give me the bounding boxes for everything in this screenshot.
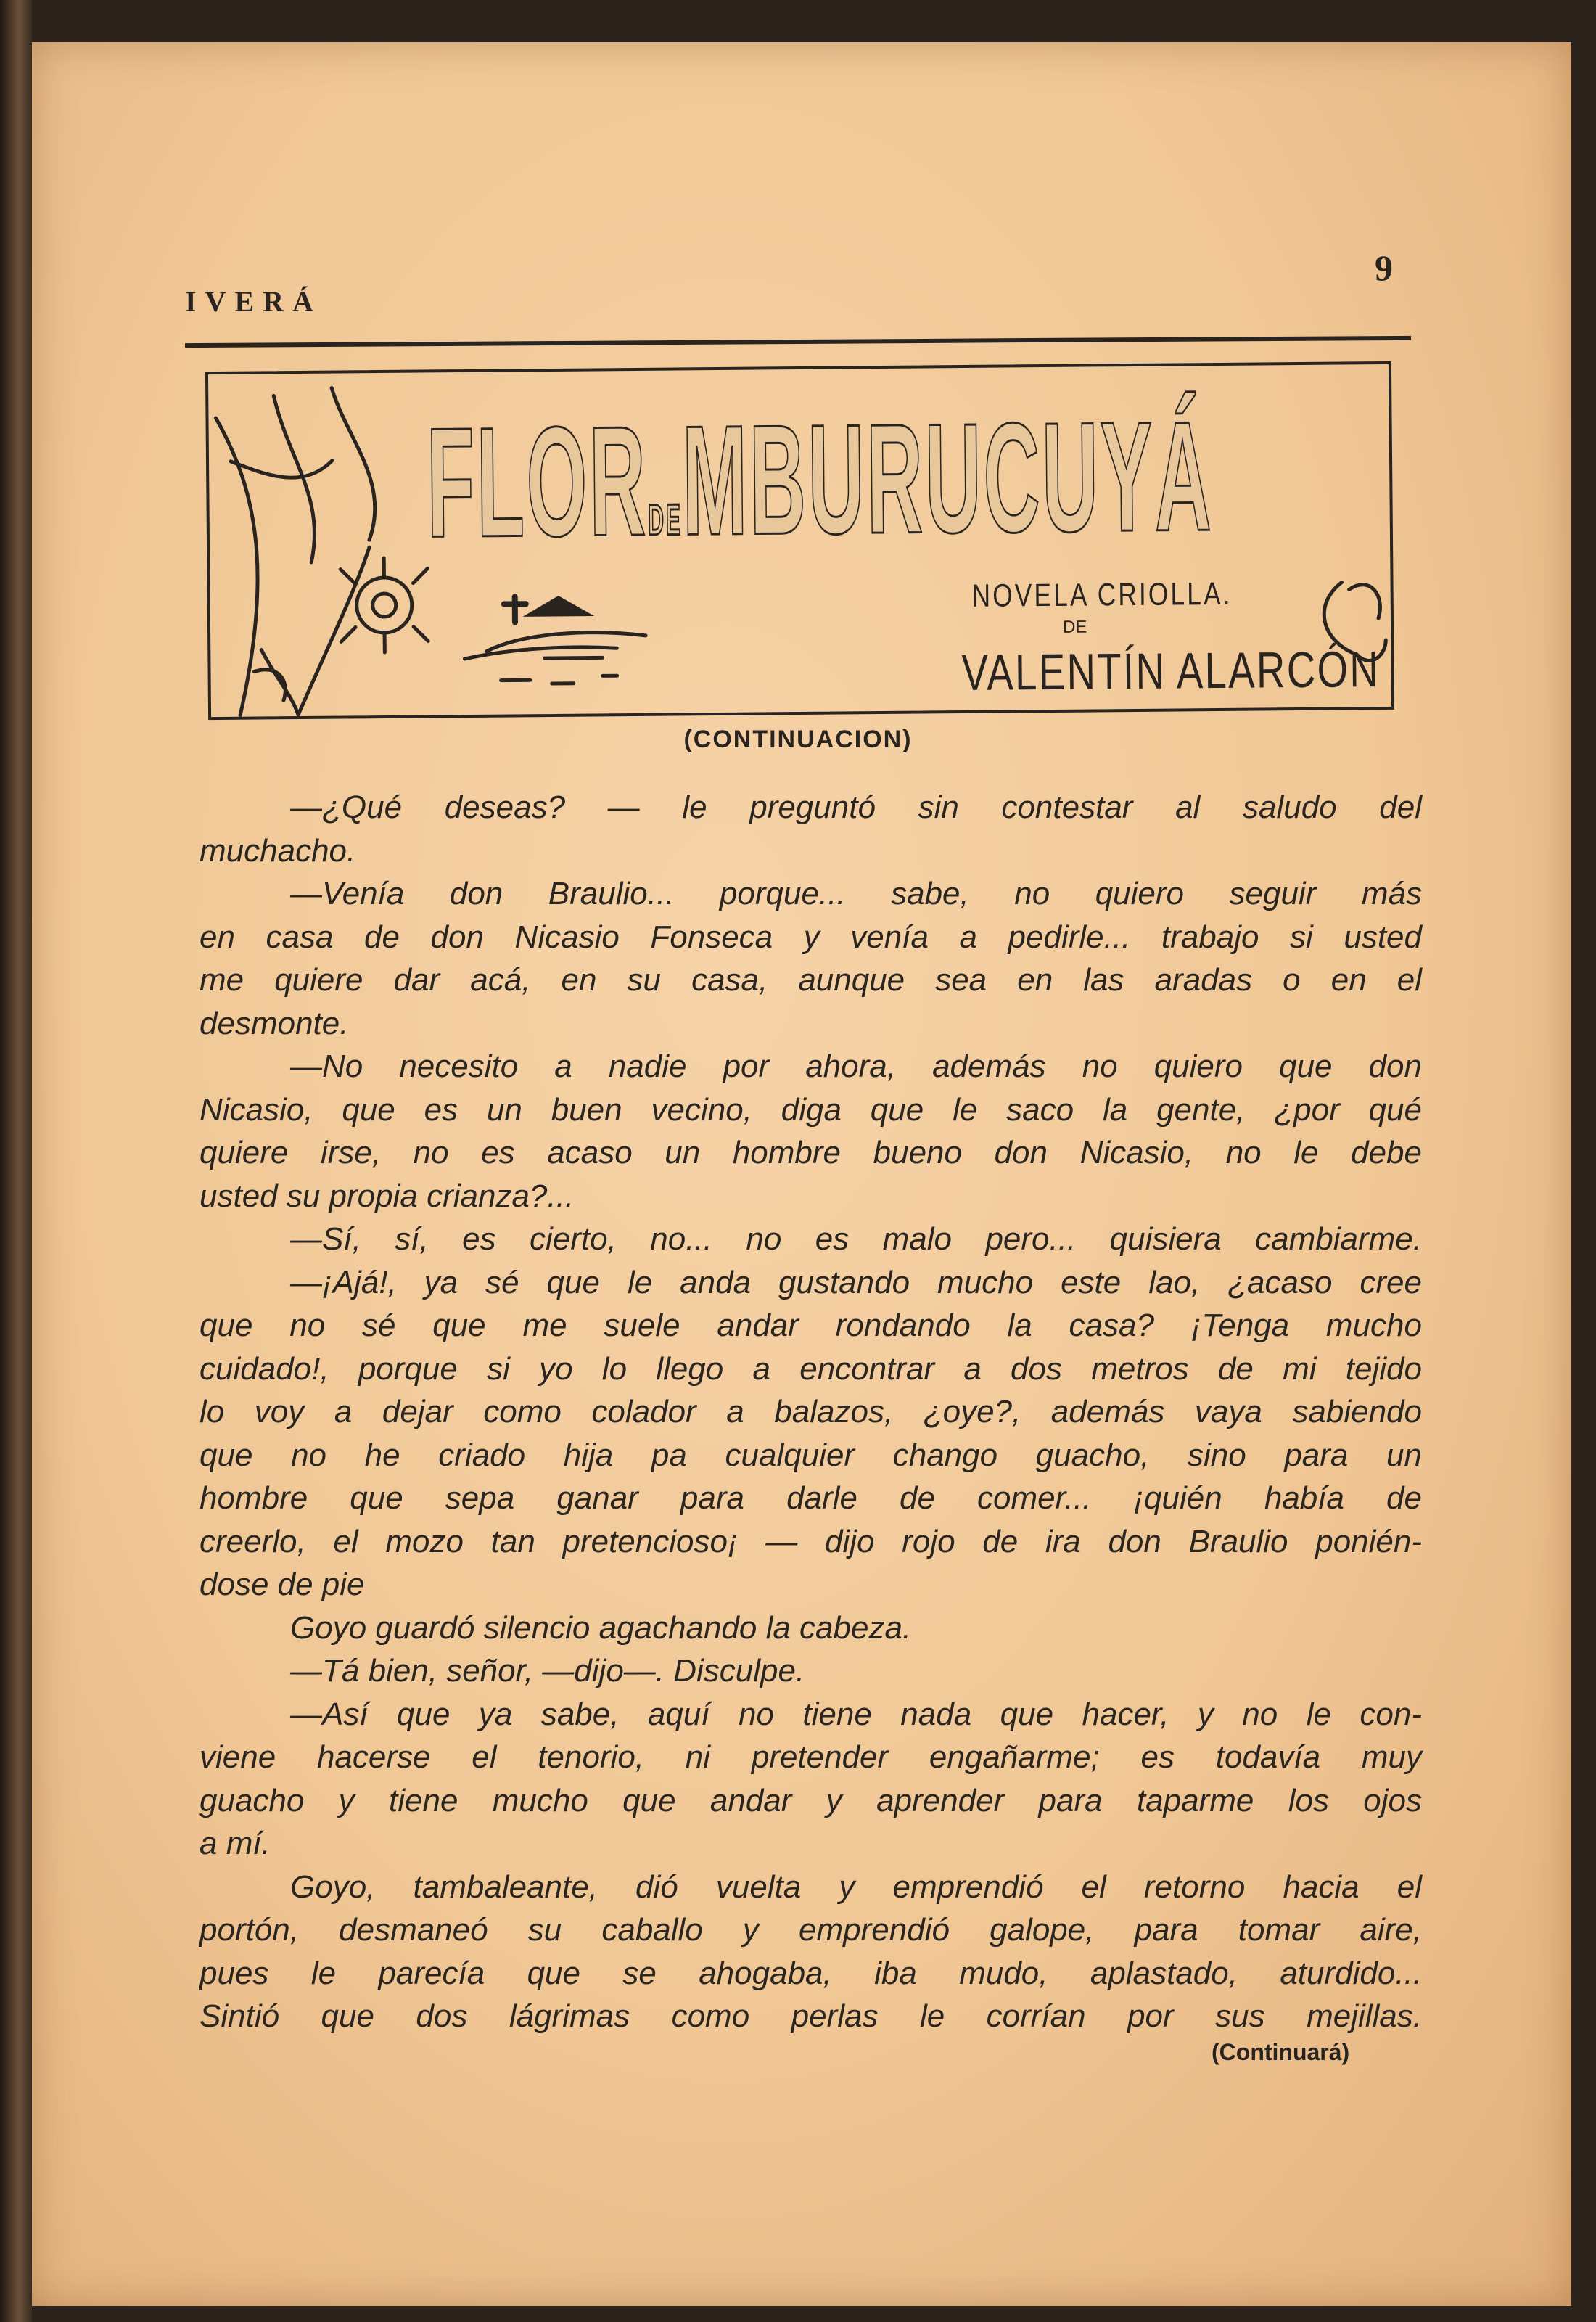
text-line: Nicasio, que es un buen vecino, diga que le saco la gente, ¿por qué: [200, 1091, 1422, 1128]
text-line: Goyo, tambaleante, dió vuelta y emprendió el retorno hacia el: [290, 1868, 1422, 1905]
text-line: lo voy a dejar como colador a balazos, ¿oye?, además vaya sabiendo: [200, 1394, 1422, 1429]
title-word-de: DE: [648, 495, 683, 544]
title-word-mburucuya: MBURUCUYÁ: [681, 388, 1214, 568]
text-line: —¿Qué deseas? — le preguntó sin contestar al saludo del: [290, 789, 1422, 825]
book-spine: [0, 0, 32, 2322]
text-line: que no sé que me suele andar rondando la casa? ¡Tenga mucho: [200, 1308, 1422, 1343]
text-line: a mí.: [200, 1826, 271, 1861]
banner-subtitle: NOVELA CRIOLLA.: [971, 575, 1233, 614]
text-line: —Así que ya sabe, aquí no tiene nada que hacer, y no le con-: [290, 1696, 1422, 1732]
text-line: —Tá bien, señor, —dijo—. Disculpe.: [290, 1653, 805, 1689]
to-be-continued: (Continuará): [1212, 2039, 1350, 2065]
text-line: guacho y tiene mucho que andar y aprender para taparme los ojos: [200, 1782, 1422, 1818]
banner-by: DE: [1062, 617, 1087, 637]
text-line: pues le parecía que se ahogaba, iba mudo, aplastado, aturdido...: [200, 1955, 1422, 1991]
text-line: muchacho.: [200, 832, 356, 869]
page-number: 9: [1375, 247, 1393, 288]
text-line: me quiere dar acá, en su casa, aunque sea en las aradas o en el: [200, 962, 1422, 998]
text-line: —No necesito a nadie por ahora, además no quiero que don: [290, 1049, 1422, 1084]
banner-title: [426, 386, 1214, 573]
banner-author: VALENTÍN ALARCÓN: [961, 641, 1381, 702]
title-banner: [205, 361, 1394, 720]
text-line: hombre que sepa ganar para darle de comer... ¡quién había de: [200, 1480, 1422, 1516]
text-line: creerlo, el mozo tan pretencioso¡ — dijo rojo de ira don Braulio ponién-: [200, 1523, 1422, 1559]
title-word-flor: FLOR: [426, 393, 649, 570]
text-line: en casa de don Nicasio Fonseca y venía a pedirle... trabajo si usted: [200, 919, 1422, 955]
publication-title: IVERÁ: [185, 285, 322, 318]
text-line: Sintió que dos lágrimas como perlas le corrían por sus mejillas.: [200, 1998, 1422, 2034]
text-line: cuidado!, porque si yo lo llego a encontrar a dos metros de mi tejido: [200, 1350, 1422, 1387]
text-line: dose de pie: [200, 1567, 365, 1602]
text-line: que no he criado hija pa cualquier chango guacho, sino para un: [200, 1437, 1422, 1473]
text-line: quiere irse, no es acaso un hombre bueno don Nicasio, no le debe: [200, 1135, 1422, 1170]
text-line: —Sí, sí, es cierto, no... no es malo pero... quisiera cambiarme.: [290, 1221, 1422, 1257]
text-line: desmonte.: [200, 1005, 349, 1041]
text-line: viene hacerse el tenorio, ni pretender engañarme; es todavía muy: [200, 1739, 1422, 1775]
text-line: Goyo guardó silencio agachando la cabeza.: [290, 1609, 912, 1646]
text-line: —¡Ajá!, ya sé que le anda gustando mucho este lao, ¿acaso cree: [290, 1264, 1422, 1300]
text-line: portón, desmaneó su caballo y emprendió galope, para tomar aire,: [200, 1912, 1422, 1948]
continuation-text: (CONTINUACION): [683, 726, 913, 753]
text-line: usted su propia crianza?...: [200, 1178, 575, 1214]
text-line: —Venía don Braulio... porque... sabe, no quiero seguir más: [290, 876, 1422, 911]
continuation-label: [0, 726, 1596, 754]
